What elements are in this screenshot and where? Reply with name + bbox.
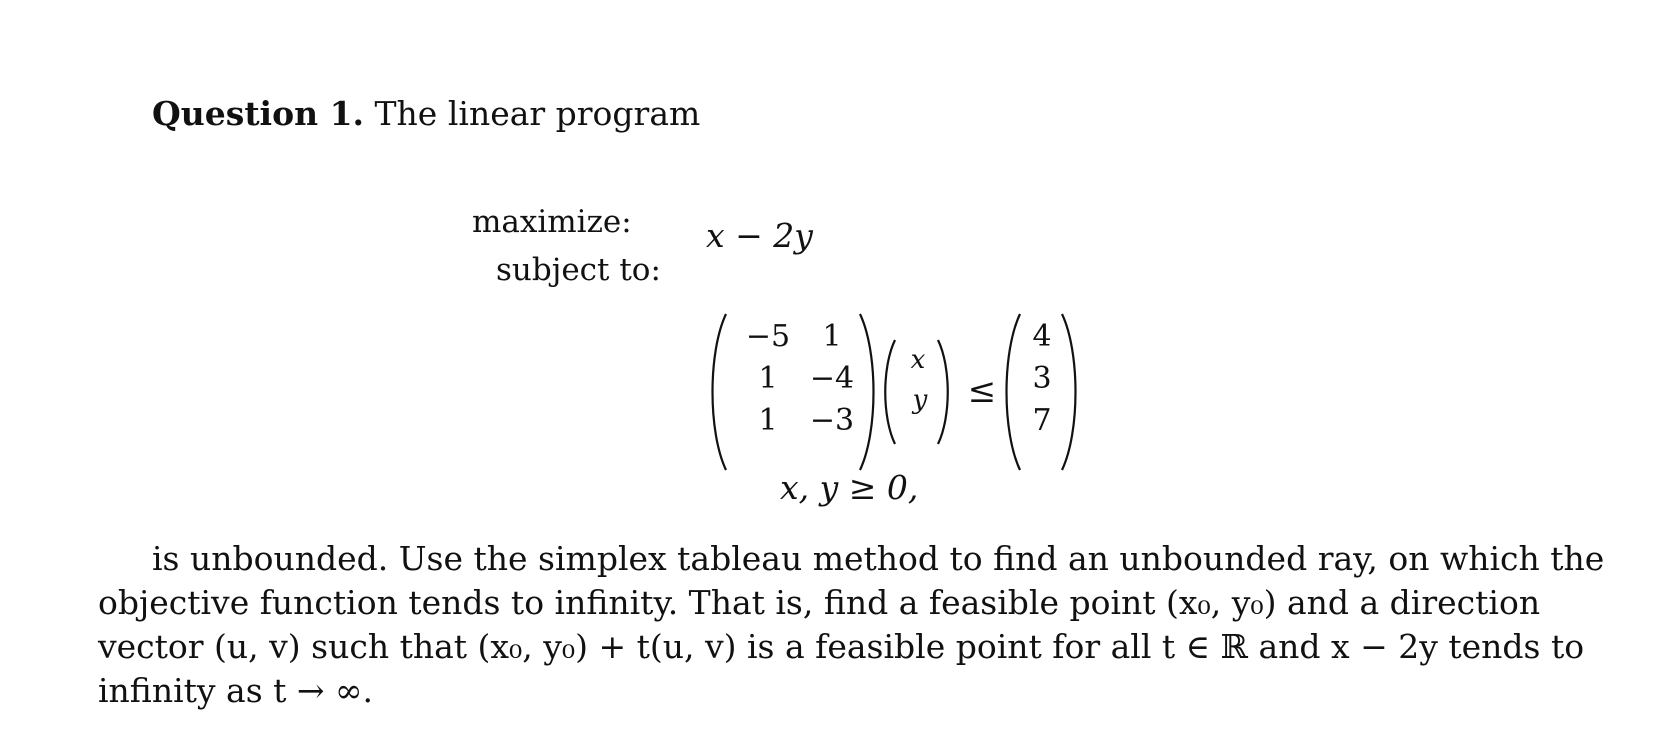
objective-function: x − 2y: [706, 216, 813, 255]
matrix-a11: −5: [745, 319, 791, 354]
vector-x: x: [910, 345, 926, 375]
matrix-a12: 1: [822, 319, 842, 354]
problem-description: [98, 537, 1605, 713]
paragraph-line-2: objective function tends to infinity. That is, find a feasible point (x₀, y₀) and a direction: [98, 583, 1541, 622]
rhs-1: 4: [1032, 319, 1052, 354]
rhs-2: 3: [1032, 361, 1052, 396]
question-number: Question 1.: [152, 94, 365, 133]
inequality-sign: ≤: [967, 371, 997, 411]
paragraph-line-4: infinity as t → ∞.: [98, 671, 373, 710]
maximize-label: maximize:: [472, 204, 632, 240]
question-intro: The linear program: [374, 94, 701, 133]
paragraph-line-1: is unbounded. Use the simplex tableau method to find an unbounded ray, on which the: [152, 539, 1605, 578]
paragraph-line-3: vector (u, v) such that (x₀, y₀) + t(u, v) is a feasible point for all t ∈ ℝ and x − 2y tends to: [98, 627, 1585, 666]
matrix-a21: 1: [758, 361, 778, 396]
question-heading: [152, 94, 700, 134]
subject-to-label: subject to:: [496, 252, 661, 288]
matrix-a31: 1: [758, 403, 778, 438]
constraint-system: [700, 312, 1110, 472]
rhs-3: 7: [1032, 403, 1052, 438]
matrix-a22: −4: [809, 361, 855, 396]
vector-y: y: [912, 385, 928, 415]
nonnegativity-constraint: x, y ≥ 0,: [780, 468, 919, 507]
matrix-a32: −3: [809, 403, 855, 438]
